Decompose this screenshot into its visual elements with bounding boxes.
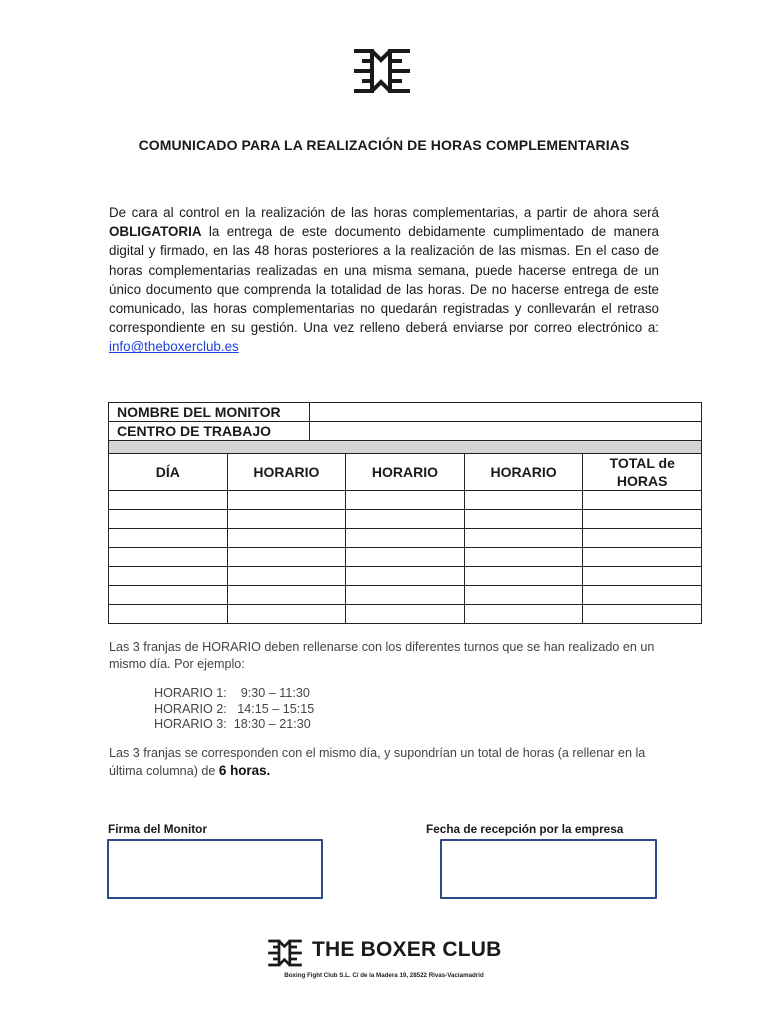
table-cell[interactable] [583, 586, 702, 605]
intro-bold-word: OBLIGATORIA [109, 224, 202, 240]
table-row [109, 491, 702, 510]
table-cell[interactable] [464, 567, 583, 586]
monitor-signature-box[interactable] [107, 839, 323, 899]
table-cell[interactable] [583, 548, 702, 567]
total-hours-value: 6 horas. [218, 763, 271, 778]
table-cell[interactable] [583, 491, 702, 510]
table-cell[interactable] [109, 510, 228, 529]
table-cell[interactable] [109, 491, 228, 510]
reception-date-label: Fecha de recepción por la empresa [426, 822, 624, 836]
company-address: Boxing Fight Club S.L. C/ de la Madera 19, 28522 Rivas-Vaciamadrid [284, 972, 484, 979]
example-line: HORARIO 3: 18:30 – 21:30 [154, 717, 311, 732]
table-row [109, 586, 702, 605]
table-cell[interactable] [227, 510, 346, 529]
table-row [109, 605, 702, 624]
monitor-name-field[interactable] [310, 403, 702, 422]
table-cell[interactable] [346, 548, 465, 567]
table-cell[interactable] [109, 567, 228, 586]
table-row [109, 529, 702, 548]
table-cell[interactable] [464, 586, 583, 605]
intro-text-body: la entrega de este documento debidamente cumplimentado de manera digital y firmado, en las 48 horas posteriores a la realización de las mismas. En el caso de horas complementarias realizadas en una misma semana, puede hacerse entrega de un único documento que comprenda la totalidad de las horas. De no hacerse entrega de este comunicado, las horas complementarias no quedarán registradas y conllevarán el retraso correspondiente en su gestión. Una vez relleno deberá enviarse por correo electrónico a: [109, 224, 659, 336]
work-center-field[interactable] [310, 422, 702, 441]
table-cell[interactable] [464, 548, 583, 567]
column-header-horario-1: HORARIO [227, 454, 346, 491]
table-cell[interactable] [346, 567, 465, 586]
table-cell[interactable] [346, 586, 465, 605]
page-title: COMUNICADO PARA LA REALIZACIÓN DE HORAS COMPLEMENTARIAS [138, 137, 630, 153]
example-line: HORARIO 1: 9:30 – 11:30 [154, 686, 310, 700]
table-cell[interactable] [346, 510, 465, 529]
table-cell[interactable] [464, 605, 583, 624]
table-cell[interactable] [227, 586, 346, 605]
email-link[interactable]: info@theboxerclub.es [109, 339, 239, 355]
table-cell[interactable] [109, 529, 228, 548]
table-cell[interactable] [583, 605, 702, 624]
table-cell[interactable] [109, 548, 228, 567]
table-cell[interactable] [109, 586, 228, 605]
table-cell[interactable] [583, 567, 702, 586]
horario-instructions: Las 3 franjas de HORARIO deben rellenarse con los diferentes turnos que se han realizado en un mismo día. Por ejemplo: [109, 640, 655, 671]
table-row [109, 510, 702, 529]
work-center-label: CENTRO DE TRABAJO [109, 422, 310, 441]
column-header-horario-3: HORARIO [464, 454, 583, 491]
example-line: HORARIO 2: 14:15 – 15:15 [154, 701, 315, 716]
intro-text-start: De cara al control en la realización de las horas complementarias, a partir de ahora será [109, 205, 659, 220]
table-cell[interactable] [583, 529, 702, 548]
monitor-signature-label: Firma del Monitor [108, 822, 207, 836]
table-cell[interactable] [464, 491, 583, 510]
table-cell[interactable] [227, 529, 346, 548]
reception-date-box[interactable] [440, 839, 657, 899]
horario-examples [154, 686, 314, 733]
table-cell[interactable] [464, 529, 583, 548]
boxer-club-emblem-icon [352, 48, 412, 94]
table-cell[interactable] [227, 567, 346, 586]
table-cell[interactable] [346, 491, 465, 510]
total-hours-note-text: Las 3 franjas se corresponden con el mismo día, y supondrían un total de horas (a rellenar en la última columna) de [109, 746, 646, 778]
table-cell[interactable] [227, 548, 346, 567]
table-row [109, 567, 702, 586]
total-hours-note [109, 745, 669, 780]
hours-table [108, 453, 702, 624]
column-header-horario-2: HORARIO [346, 454, 465, 491]
table-cell[interactable] [583, 510, 702, 529]
monitor-name-label: NOMBRE DEL MONITOR [109, 403, 310, 422]
table-cell[interactable] [464, 510, 583, 529]
brand-name: THE BOXER CLUB [312, 938, 502, 961]
table-cell[interactable] [346, 605, 465, 624]
separator-row [109, 441, 702, 454]
monitor-info-table [108, 402, 702, 454]
column-header-dia: DÍA [109, 454, 228, 491]
table-cell[interactable] [227, 605, 346, 624]
table-cell[interactable] [227, 491, 346, 510]
boxer-club-emblem-icon [267, 936, 303, 970]
table-row [109, 548, 702, 567]
column-header-total: TOTAL de HORAS [583, 454, 702, 491]
table-cell[interactable] [346, 529, 465, 548]
table-cell[interactable] [109, 605, 228, 624]
intro-paragraph [109, 203, 659, 357]
